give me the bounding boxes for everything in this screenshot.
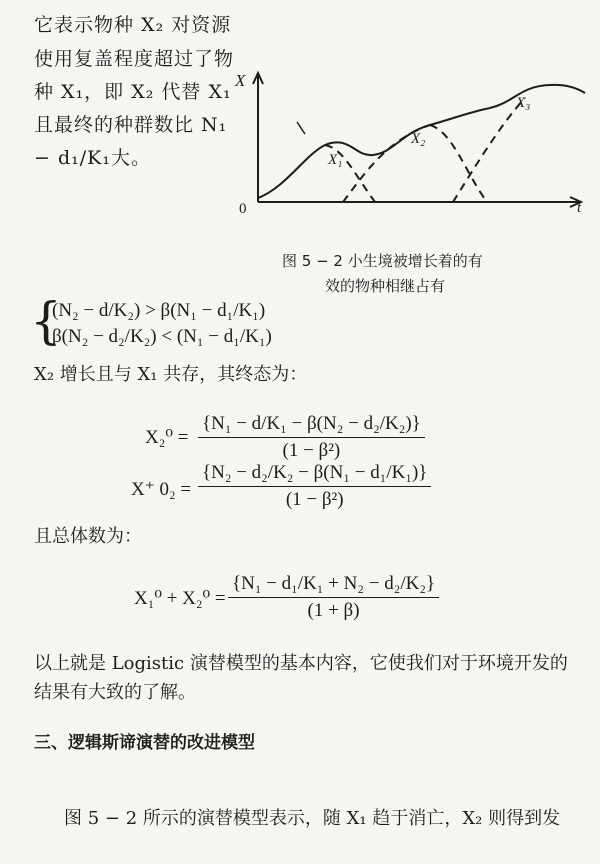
summary-line-1: 以上就是 Logistic 演替模型的基本内容，它使我们对于环境开发的: [34, 653, 568, 674]
x-axis-label: t: [577, 200, 582, 216]
eq2-lhs: X⁺ 0₂ =: [131, 479, 192, 500]
summary-line-2: 结果有大致的了解。: [34, 682, 196, 703]
curve-label-x2: X₂: [411, 131, 426, 147]
x3-growth-curve: [453, 98, 525, 202]
total-text: 且总体数为：: [34, 526, 142, 547]
succession-figure: [225, 60, 595, 220]
eq3-denominator: (1 + β): [307, 600, 360, 621]
side-text-line-3: 种 X₁，即 X₂ 代替 X₁: [34, 81, 232, 103]
eq3-numerator: {N₁ − d₁/K₁ + N₂ − d₂/K₂}: [228, 573, 439, 598]
side-text-line-5: − d₁/K₁大。: [34, 147, 151, 169]
tick-mark: [297, 122, 305, 134]
y-axis-label: X: [235, 71, 246, 90]
eq1-lhs: X₂⁰ =: [145, 427, 189, 448]
eq1-numerator: {N₁ − d/K₁ − β(N₂ − d₂/K₂)}: [198, 413, 425, 438]
figure-caption-line-2: 效的物种相继占有: [325, 277, 446, 295]
x2-decline-curve: [430, 125, 487, 202]
condition-line-2: β(N₂ − d₂/K₂) < (N₁ − d₁/K₁): [52, 326, 272, 347]
coexist-text: X₂ 增长且与 X₁ 共存，其终态为：: [34, 364, 308, 385]
eq2-fraction: [198, 462, 431, 511]
side-text-line-2: 使用复盖程度超过了物: [34, 48, 235, 70]
eq2-numerator: {N₂ − d₂/K₂ − β(N₁ − d₁/K₁)}: [198, 462, 431, 487]
eq3-fraction: [228, 573, 439, 622]
origin-label: 0: [239, 201, 247, 217]
side-text-line-4: 且最终的种群数比 N₁: [34, 114, 228, 136]
eq1-fraction: [198, 413, 425, 462]
last-line: 图 5 − 2 所示的演替模型表示，随 X₁ 趋于消亡，X₂ 则得到发: [64, 808, 561, 829]
eq1-denominator: (1 − β²): [282, 440, 341, 461]
side-text-line-1: 它表示物种 X₂ 对资源: [34, 14, 232, 36]
curve-label-x1: X₁: [328, 152, 343, 168]
curve-label-x3: X₃: [516, 95, 531, 111]
eq3-lhs: X₁⁰ + X₂⁰ =: [134, 588, 226, 609]
figure-caption-line-1: 图 5 − 2 小生境被增长着的有: [282, 252, 483, 270]
section-heading: 三、逻辑斯谛演替的改进模型: [34, 733, 255, 753]
condition-line-1: (N₂ − d/K₂) > β(N₁ − d₁/K₁): [52, 300, 266, 321]
eq2-denominator: (1 − β²): [285, 489, 344, 510]
left-brace: {: [30, 292, 62, 350]
